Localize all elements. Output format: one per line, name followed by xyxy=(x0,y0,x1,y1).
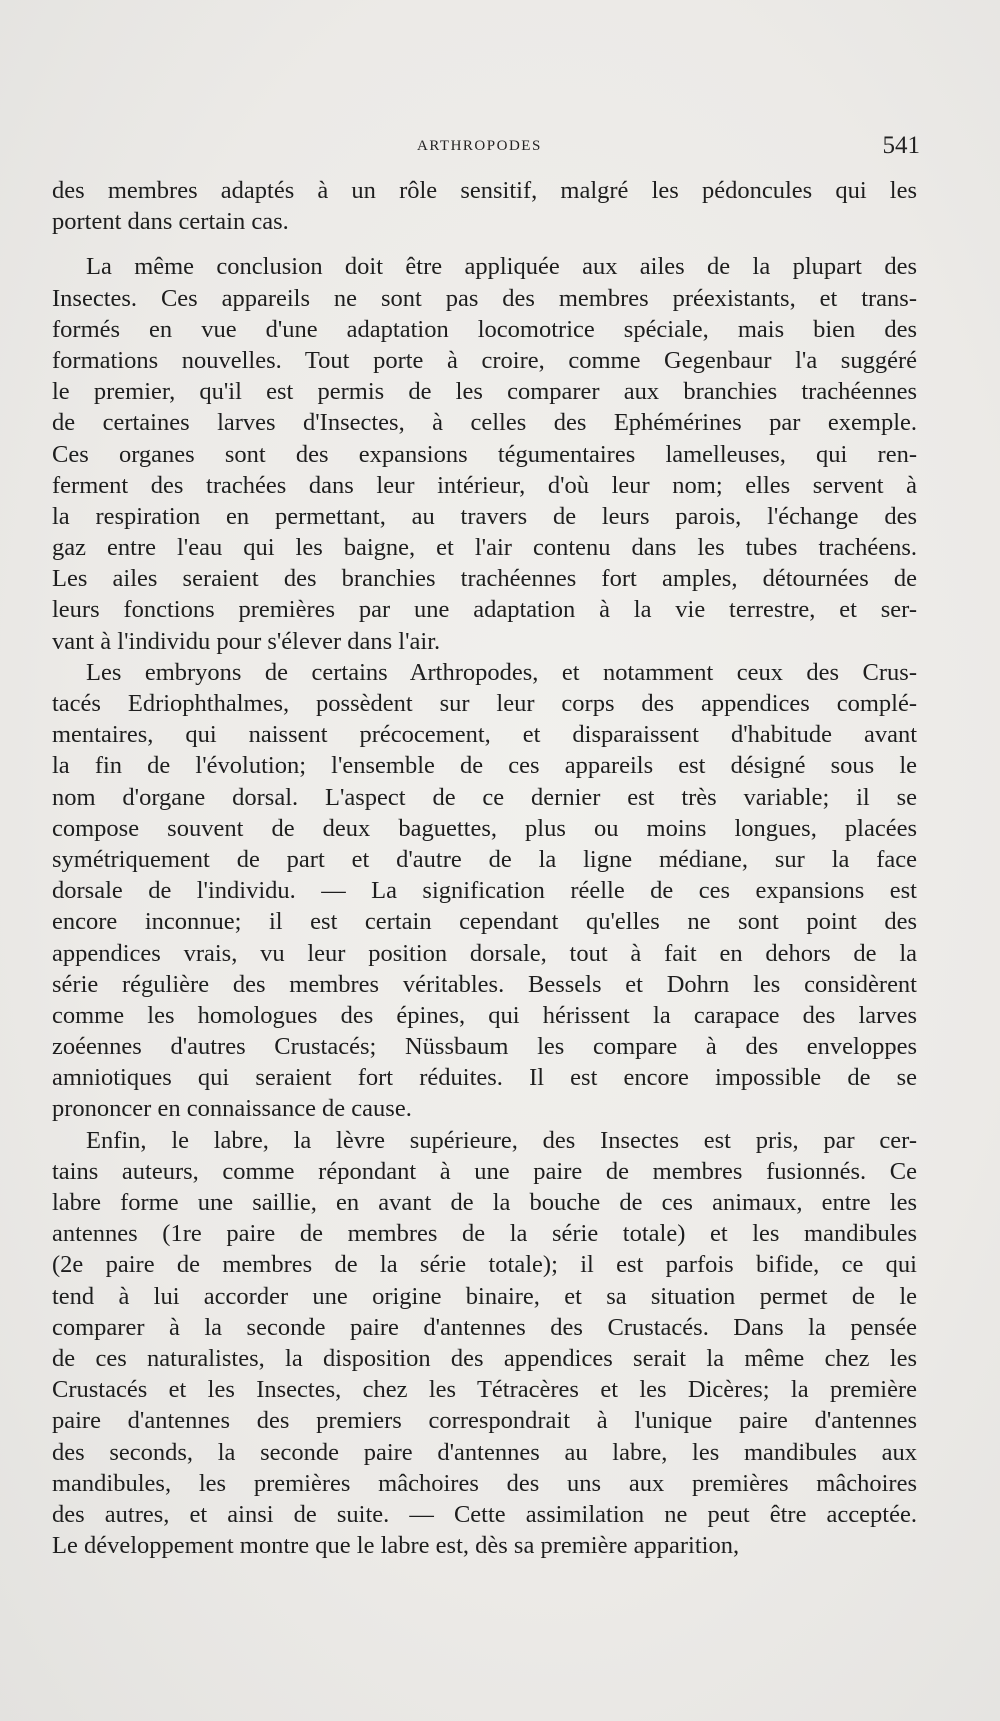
paragraph xyxy=(52,175,917,237)
text-line: gaz entre l'eau qui les baigne, et l'air contenu dans les tubes trachéens. xyxy=(52,534,917,562)
text-line: série régulière des membres véritables. Bessels et Dohrn les considèrent xyxy=(52,970,917,998)
text-line: Les embryons de certains Arthropodes, et notamment ceux des Crus- xyxy=(86,658,917,686)
page-number: 541 xyxy=(882,132,920,159)
paragraph-gap xyxy=(52,237,917,251)
text-line: appendices vrais, vu leur position dorsale, tout à fait en dehors de la xyxy=(52,939,917,967)
text-line: tend à lui accorder une origine binaire, et sa situation permet de le xyxy=(52,1282,917,1310)
text-line: comme les homologues des épines, qui hérissent la carapace des larves xyxy=(52,1001,917,1029)
text-line: labre forme une saillie, en avant de la bouche de ces animaux, entre les xyxy=(52,1189,917,1216)
text-line: Insectes. Ces appareils ne sont pas des membres préexistants, et trans- xyxy=(52,284,917,312)
text-line: formés en vue d'une adaptation locomotrice spéciale, mais bien des xyxy=(52,315,917,343)
text-line: mandibules, les premières mâchoires des uns aux premières mâchoires xyxy=(52,1469,917,1497)
text-line: des seconds, la seconde paire d'antennes au labre, les mandibules aux xyxy=(52,1438,917,1466)
text-line: dorsale de l'individu. — La signification réelle de ces expansions est xyxy=(52,877,917,905)
text-line: La même conclusion doit être appliquée aux ailes de la plupart des xyxy=(86,253,917,281)
paragraph xyxy=(52,657,917,1125)
paragraph xyxy=(52,251,917,656)
text-line: portent dans certain cas. xyxy=(52,208,289,236)
text-line: amniotiques qui seraient fort réduites. Il est encore impossible de se xyxy=(52,1064,917,1092)
text-line: compose souvent de deux baguettes, plus ou moins longues, placées xyxy=(52,814,917,842)
text-line: comparer à la seconde paire d'antennes des Crustacés. Dans la pensée xyxy=(52,1313,917,1341)
text-line: de ces naturalistes, la disposition des appendices serait la même chez les xyxy=(52,1344,917,1372)
text-line: vant à l'individu pour s'élever dans l'air. xyxy=(52,627,441,655)
text-line: encore inconnue; il est certain cependant qu'elles ne sont point des xyxy=(52,908,917,936)
text-line: Enfin, le labre, la lèvre supérieure, des Insectes est pris, par cer- xyxy=(86,1126,917,1154)
text-line: de certaines larves d'Insectes, à celles des Ephémérines par exemple. xyxy=(52,409,917,437)
text-line: tacés Edriophthalmes, possèdent sur leur corps des appendices complé- xyxy=(52,690,917,717)
text-line: formations nouvelles. Tout porte à croire, comme Gegenbaur l'a suggéré xyxy=(52,346,917,374)
text-line: antennes (1re paire de membres de la série totale) et les mandibules xyxy=(52,1220,917,1248)
text-line: le premier, qu'il est permis de les comparer aux branchies trachéennes xyxy=(52,378,917,406)
paragraph xyxy=(52,1125,917,1562)
text-line: des autres, et ainsi de suite. — Cette assimilation ne peut être acceptée. xyxy=(52,1500,917,1528)
text-line: prononcer en connaissance de cause. xyxy=(52,1095,412,1123)
text-line: la fin de l'évolution; l'ensemble de ces appareils est désigné sous le xyxy=(52,752,917,780)
text-line: ferment des trachées dans leur intérieur, d'où leur nom; elles servent à xyxy=(52,471,917,499)
text-line: paire d'antennes des premiers correspondrait à l'unique paire d'antennes xyxy=(52,1407,917,1435)
page-header xyxy=(0,130,1000,170)
text-line: la respiration en permettant, au travers de leurs parois, l'échange des xyxy=(52,502,917,530)
text-line: tains auteurs, comme répondant à une paire de membres fusionnés. Ce xyxy=(52,1157,917,1185)
text-line: Les ailes seraient des branchies trachéennes fort amples, détournées de xyxy=(52,565,917,593)
text-line: nom d'organe dorsal. L'aspect de ce dernier est très variable; il se xyxy=(52,783,917,811)
running-head: ARTHROPODES xyxy=(417,138,542,154)
text-line: Ces organes sont des expansions tégumentaires lamelleuses, qui ren- xyxy=(52,440,917,468)
text-line: Le développement montre que le labre est, dès sa première apparition, xyxy=(52,1532,740,1560)
text-line: zoéennes d'autres Crustacés; Nüssbaum les compare à des enveloppes xyxy=(52,1033,917,1061)
text-line: Crustacés et les Insectes, chez les Tétracères et les Dicères; la première xyxy=(52,1376,917,1404)
text-line: leurs fonctions premières par une adaptation à la vie terrestre, et ser- xyxy=(52,596,917,624)
text-line: symétriquement de part et d'autre de la ligne médiane, sur la face xyxy=(52,845,917,873)
text-line: des membres adaptés à un rôle sensitif, malgré les pédoncules qui les xyxy=(52,177,917,204)
text-line: mentaires, qui naissent précocement, et disparaissent d'habitude avant xyxy=(52,721,917,749)
body-text xyxy=(52,175,917,1561)
text-line: (2e paire de membres de la série totale); il est parfois bifide, ce qui xyxy=(52,1251,917,1279)
